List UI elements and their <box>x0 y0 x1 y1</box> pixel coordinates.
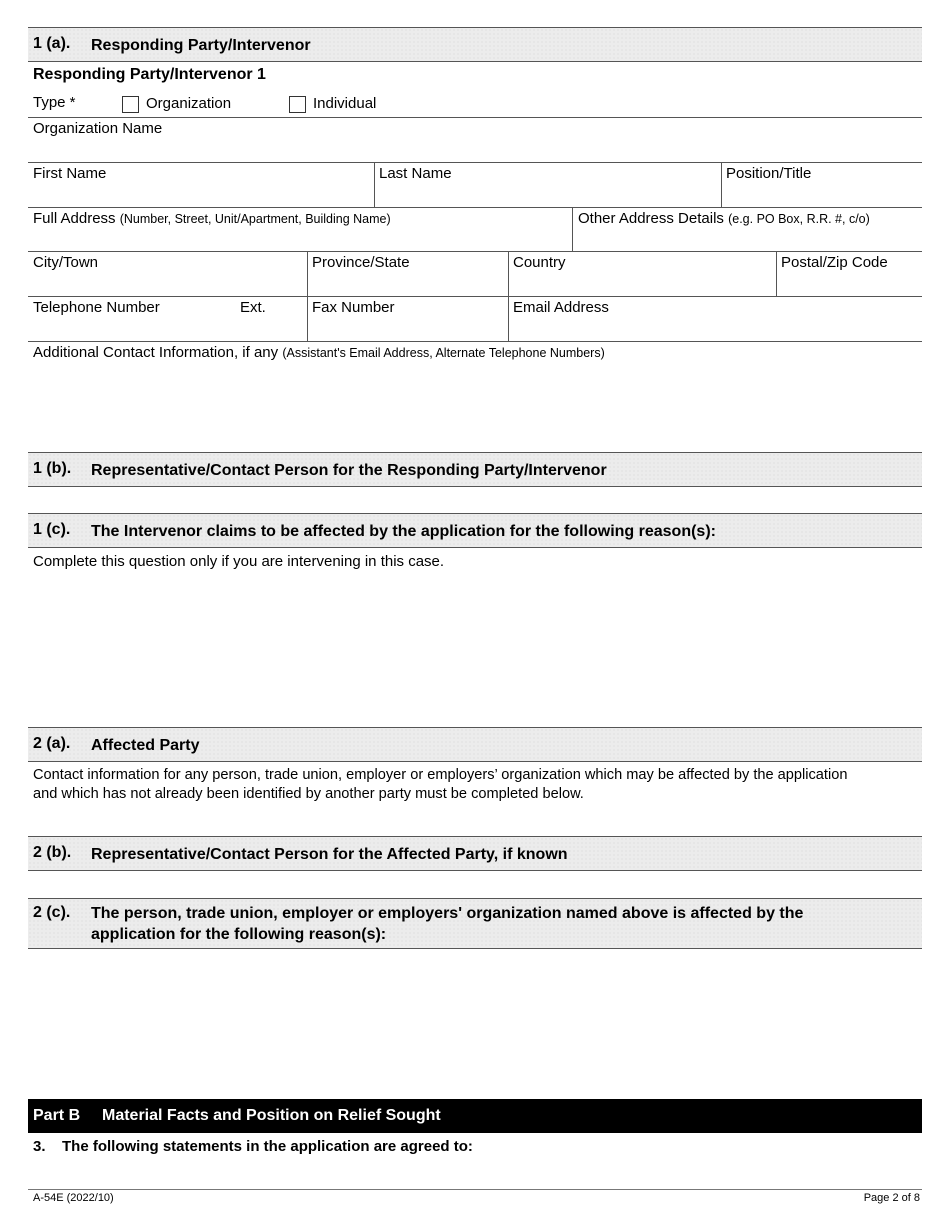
last-name-label: Last Name <box>379 165 452 182</box>
subheading-party-1: Responding Party/Intervenor 1 <box>33 66 266 83</box>
form-id: A-54E (2022/10) <box>33 1192 114 1204</box>
section-1a-header <box>28 27 922 62</box>
full-address-hint: (Number, Street, Unit/Apartment, Building Name) <box>119 212 391 226</box>
individual-option-label: Individual <box>313 95 377 112</box>
first-name-field[interactable] <box>28 184 374 206</box>
other-address-label <box>578 210 870 227</box>
section-1c-reasons-field[interactable] <box>28 574 922 724</box>
section-number: 1 (b). <box>33 460 72 477</box>
fax-number-field[interactable] <box>308 318 508 340</box>
full-address-label-text: Full Address <box>33 210 116 227</box>
section-2a-note-line-1: Contact information for any person, trade union, employer or employers’ organization which may be affected by the application <box>33 767 848 783</box>
section-2a-note-line-2: and which has not already been identified by another party must be completed below. <box>33 786 584 802</box>
individual-checkbox[interactable] <box>289 96 306 113</box>
email-address-field[interactable] <box>509 318 922 340</box>
section-title: Representative/Contact Person for the Responding Party/Intervenor <box>91 462 607 479</box>
section-2b-header <box>28 836 922 871</box>
full-address-label <box>33 210 391 227</box>
question-3-text: The following statements in the application are agreed to: <box>62 1138 473 1155</box>
email-address-label: Email Address <box>513 299 609 316</box>
last-name-field[interactable] <box>375 184 721 206</box>
section-2a-header <box>28 727 922 762</box>
organization-option-label: Organization <box>146 95 232 112</box>
section-number: 2 (b). <box>33 844 72 861</box>
additional-contact-hint: (Assistant's Email Address, Alternate Telephone Numbers) <box>282 346 605 360</box>
additional-contact-field[interactable] <box>28 364 922 450</box>
section-title: Responding Party/Intervenor <box>91 37 311 54</box>
full-address-field[interactable] <box>28 229 572 251</box>
section-2c-header <box>28 898 922 949</box>
province-state-field[interactable] <box>308 273 508 295</box>
fax-number-label: Fax Number <box>312 299 395 316</box>
part-b-label: Part B <box>33 1107 81 1124</box>
section-1c-header <box>28 513 922 548</box>
first-name-label: First Name <box>33 165 107 182</box>
type-label: Type * <box>33 94 76 111</box>
position-title-label: Position/Title <box>726 165 812 182</box>
section-1b-header <box>28 452 922 487</box>
part-b-title: Material Facts and Position on Relief Sought <box>102 1107 441 1124</box>
section-number: 2 (a). <box>33 735 71 752</box>
province-state-label: Province/State <box>312 254 410 271</box>
section-number: 1 (c). <box>33 521 71 538</box>
section-number: 1 (a). <box>33 35 71 52</box>
position-title-field[interactable] <box>722 184 922 206</box>
other-address-hint: (e.g. PO Box, R.R. #, c/o) <box>728 212 870 226</box>
postal-code-field[interactable] <box>777 273 922 295</box>
other-address-field[interactable] <box>573 229 922 251</box>
city-town-label: City/Town <box>33 254 99 271</box>
page-number: Page 2 of 8 <box>863 1192 920 1204</box>
country-label: Country <box>513 254 566 271</box>
telephone-field[interactable] <box>28 318 236 340</box>
extension-label: Ext. <box>240 299 266 316</box>
part-b-header <box>28 1099 922 1133</box>
city-town-field[interactable] <box>28 273 307 295</box>
other-address-label-text: Other Address Details <box>578 210 724 227</box>
organization-name-label: Organization Name <box>33 120 163 137</box>
country-field[interactable] <box>509 273 776 295</box>
additional-contact-label <box>33 344 605 361</box>
section-title: The person, trade union, employer or employers' organization named above is affected by the application for the following reason(s): <box>91 905 804 943</box>
organization-checkbox[interactable] <box>122 96 139 113</box>
section-2c-reasons-field[interactable] <box>28 952 922 1092</box>
question-3-number: 3. <box>33 1138 46 1155</box>
section-1c-note: Complete this question only if you are intervening in this case. <box>33 553 445 570</box>
postal-code-label: Postal/Zip Code <box>781 254 888 271</box>
extension-field[interactable] <box>237 318 307 340</box>
organization-name-field[interactable] <box>28 138 922 162</box>
section-title: Affected Party <box>91 737 200 754</box>
section-number: 2 (c). <box>33 904 71 921</box>
section-title: Representative/Contact Person for the Affected Party, if known <box>91 846 568 863</box>
telephone-label: Telephone Number <box>33 299 160 316</box>
section-title: The Intervenor claims to be affected by the application for the following reason(s): <box>91 523 716 540</box>
additional-contact-label-text: Additional Contact Information, if any <box>33 344 279 361</box>
